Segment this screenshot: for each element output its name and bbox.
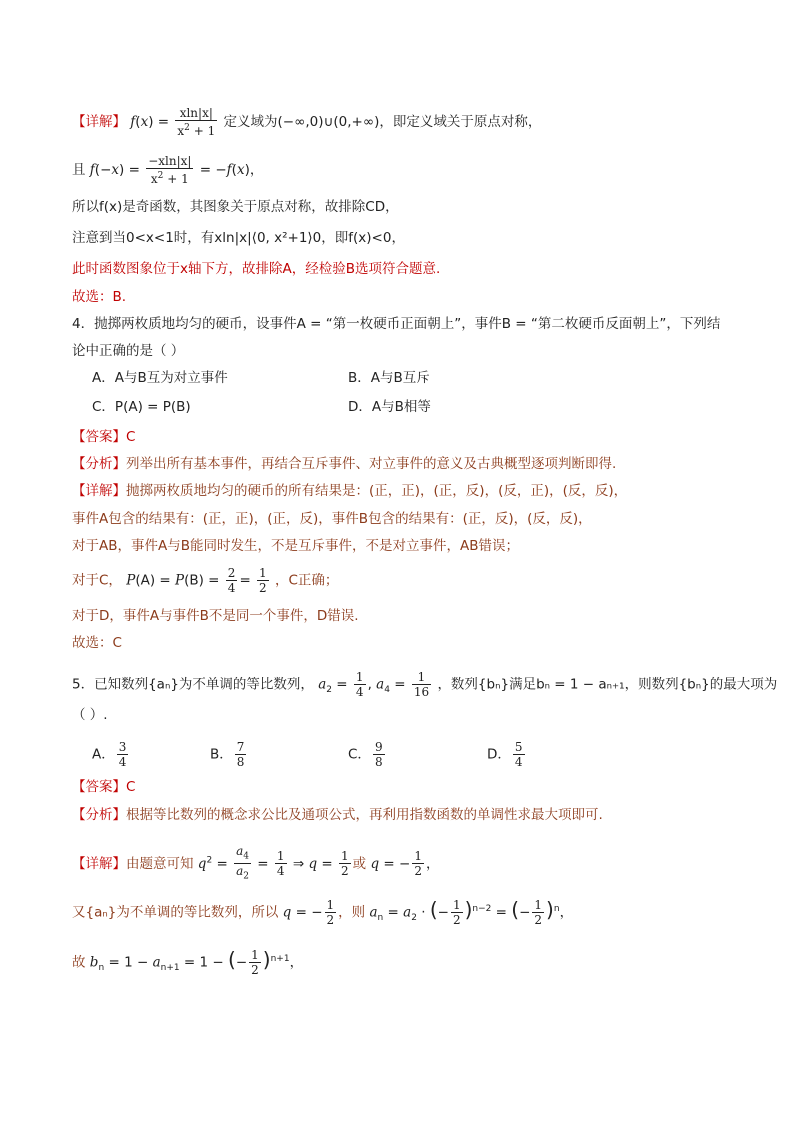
detail-tag: 【详解】 [72, 114, 126, 130]
fraction-1-16: $\frac{1}{16}$ [413, 670, 430, 699]
q5-detail-3: 故 $b_n = 1 - a_{n+1} = 1$ − (− $\frac{1}{2}$ )$^{n+1}$， [72, 947, 304, 977]
q4-analysis: 【分析】列举出所有基本事件，再结合互斥事件、对立事件的意义及古典概型逐项判断即得. [72, 456, 617, 472]
q4-option-b: B．A与B互斥 [348, 370, 430, 386]
q4-answer: 【答案】C [72, 429, 136, 445]
q4-detail-2: 事件A包含的结果有：(正，正)，(正，反)，事件B包含的结果有：(正，反)，(反，反)， [72, 511, 592, 527]
q5-answer: 【答案】C [72, 779, 136, 795]
q5-stem-2: （ ）. [72, 707, 108, 723]
detail-line-3: 所以f(x)是奇函数，其图象关于原点对称，故排除CD， [72, 199, 399, 215]
q5-stem-1: 5．已知数列{aₙ}为不单调的等比数列， $a_2$ = $\frac{1}{4}$ , $a_4$ = $\frac{1}{16}$ ，数列{bₙ}满足bₙ = 1 − aₙ₊₁，则数列{bₙ}的最大项为 [72, 670, 778, 699]
q4-detail-1: 【详解】抛掷两枚质地均匀的硬币的所有结果是：(正，正)，(正，反)，(反，正)，(反，反)， [72, 483, 628, 499]
detail-line-6: 故选：B. [72, 289, 127, 305]
q4-stem-1: 4．抛掷两枚质地均匀的硬币，设事件A = “第一枚硬币正面朝上”，事件B = “第二枚硬币反面朝上”，下列结 [72, 316, 721, 332]
q4-option-a: A．A与B互为对立事件 [92, 370, 228, 386]
q4-option-d: D．A与B相等 [348, 399, 431, 415]
q5-option-d: D． $\frac{5}{4}$ [487, 740, 523, 769]
detail-line-4: 注意到当0<x<1时，有xln|x|⟨0, x²+1⟩0，即f(x)<0， [72, 230, 405, 246]
q5-option-c: C． $\frac{9}{8}$ [348, 740, 383, 769]
fraction-1-4: $\frac{1}{4}$ [355, 670, 364, 699]
q5-analysis: 【分析】根据等比数列的概念求公比及通项公式，再利用指数函数的单调性求最大项即可. [72, 807, 603, 823]
q5-detail-1: 【详解】由题意可知 $q^2$ = $\frac{a_4}{a_2}$ = $\frac{1}{4}$ ⇒ q = $\frac{1}{2}$ 或 q = − $\frac{1}{2}$ ， [72, 844, 440, 882]
detail-line-2: 且 f(−x) = $\frac{-xln|x|}{x^2 + 1}$ = −f(x)， [72, 154, 264, 186]
fraction-2-4: $\frac{2}{4}$ [227, 566, 236, 595]
q4-detail-4: 对于C， P(A) = P(B) = $\frac{2}{4}$ = $\frac{1}{2}$ ，C正确； [72, 566, 339, 595]
q4-detail-5: 对于D，事件A与事件B不是同一个事件，D错误. [72, 608, 359, 624]
fraction-xlnx-over-x2plus1: $\frac{xln|x|}{x^2 + 1}$ [177, 106, 216, 138]
q4-detail-3: 对于AB，事件A与B能同时发生，不是互斥事件，不是对立事件，AB错误； [72, 538, 519, 554]
q5-detail-2: 又{aₙ}为不单调的等比数列，所以 q = − $\frac{1}{2}$ ，则 $a_n = a_2$ · (− $\frac{1}{2}$ )$^{n-2}$ = (− $\frac{1}{2}$ )$^n$， [72, 897, 574, 927]
q4-end: 故选：C [72, 635, 122, 651]
detail-line-1: 【详解】 f(x) = $\frac{xln|x|}{x^2 + 1}$ 定义域为(−∞,0)∪(0,+∞)，即定义域关于原点对称， [72, 106, 542, 138]
fraction-1-2: $\frac{1}{2}$ [259, 566, 267, 595]
domain-text: 定义域为(−∞,0)∪(0,+∞)，即定义域关于原点对称， [223, 114, 542, 130]
q4-stem-2: 论中正确的是（ ） [72, 343, 185, 359]
q4-option-c: C．P(A) = P(B) [92, 399, 191, 415]
q5-option-b: B． $\frac{7}{8}$ [210, 740, 245, 769]
detail-line-5: 此时函数图象位于x轴下方，故排除A，经检验B选项符合题意. [72, 261, 441, 277]
formula-fx: f [130, 114, 136, 130]
fraction-neg-xlnx: $\frac{-xln|x|}{x^2 + 1}$ [148, 154, 192, 186]
q5-option-a: A． $\frac{3}{4}$ [92, 740, 127, 769]
